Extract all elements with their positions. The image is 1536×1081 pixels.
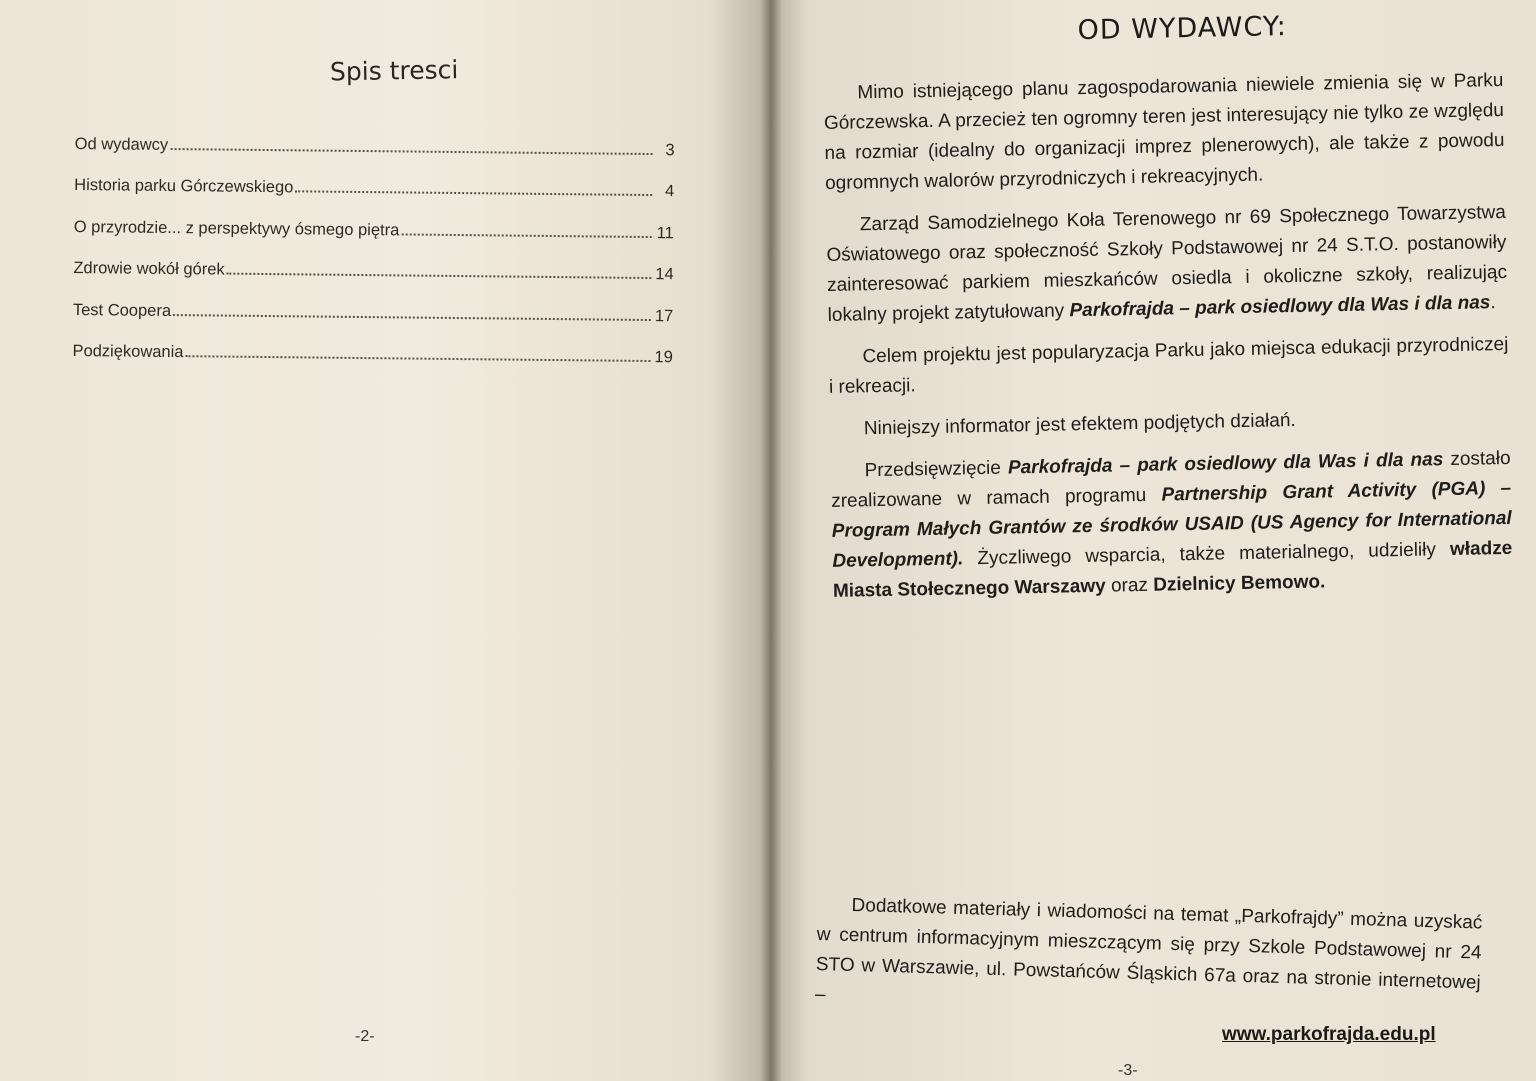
paragraph: Niniejszy informator jest efektem podjętych działań. [863, 409, 1296, 440]
toc-entry [75, 112, 675, 160]
paragraph-text: Życzliwego wsparcia, także materialnego, udzieliły [977, 539, 1437, 570]
toc-entry-label: Test Coopera [72, 300, 172, 320]
toc-entry-page: 3 [665, 140, 675, 159]
toc-entry [73, 236, 673, 284]
toc-entry-page: 11 [656, 223, 674, 242]
dot-leader [401, 233, 651, 238]
paragraph: Celem projektu jest popularyzacja Parku jako miejsca edukacji przyrodniczej i rekreacji. [828, 333, 1509, 398]
toc-entry [72, 319, 672, 367]
publisher-note [822, 7, 1513, 619]
toc-entry-label: Od wydawcy [74, 134, 169, 154]
district-name: Dzielnicy Bemowo. [1153, 571, 1326, 596]
toc-entry-label: Zdrowie wokół górek [73, 258, 225, 279]
toc-entry [73, 278, 673, 326]
paragraph-text: Zarząd Samodzielnego Koła Terenowego nr 69 Społecznego Towarzystwa Oświatowego oraz społeczność Szkoły Podstawowej nr 24 S.T.O. postanowiły zainteresować parkiem mieszkańców osiedla i okoliczne szkoły, realizując lokalny projekt zatytułowany [826, 201, 1508, 326]
page-number: -2- [355, 1028, 375, 1045]
project-name: Parkofrajda – park osiedlowy dla Was i dla nas [1007, 449, 1444, 479]
dot-leader [295, 190, 652, 196]
paragraph [826, 198, 1508, 331]
toc-entry-label: Podziękowania [72, 341, 184, 362]
footer-note: Dodatkowe materiały i wiadomości na temat „Parkofrajdy” można uzyskać w centrum informacyjnym mieszczącym się przy Szkole Podstawowej nr 24 STO w Warszawie, ul. Powstańców Śląskich 67a oraz na stronie internetowej – [814, 894, 1483, 1006]
dot-leader [227, 273, 652, 279]
toc-entry-label: Historia parku Górczewskiego [74, 175, 294, 197]
paragraph-text: oraz [1110, 574, 1149, 597]
paragraph-text: . [1490, 292, 1496, 314]
paragraph: Mimo istniejącego planu zagospodarowania niewiele zmienia się w Parku Górczewska. A przecież ten ogromny teren jest interesujący nie tylko ze względu na rozmiar (idealny do organizacji imprez plenerowych), ale także z powodu ogromnych walorów przyrodniczych i rekreacyjnych. [823, 69, 1505, 194]
paragraph [830, 444, 1513, 607]
toc-entry-page: 14 [655, 265, 674, 284]
toc-entry [74, 195, 674, 243]
dot-leader [185, 355, 650, 362]
toc-title: Spis tresci [329, 55, 459, 87]
toc-entry-page: 17 [654, 306, 674, 325]
toc-entry [74, 153, 674, 201]
website-link[interactable]: www.parkofrajda.edu.pl [1222, 1024, 1436, 1045]
table-of-contents [72, 112, 675, 367]
dot-leader [173, 314, 651, 321]
paragraph-text: Przedsięwzięcie [864, 457, 1002, 482]
toc-entry-page: 19 [654, 348, 673, 367]
book-gutter [760, 0, 782, 1081]
page-title: OD WYDAWCY: [1077, 11, 1288, 47]
paragraph-text: zostało zrealizowane w ramach programu [831, 447, 1511, 512]
project-name: Parkofrajda – park osiedlowy dla Was i dla nas [1069, 292, 1491, 322]
toc-entry-page: 4 [664, 182, 675, 201]
page-number: -3- [1118, 1062, 1138, 1079]
program-name: Partnership Grant Activity (PGA) – Program Małych Grantów ze środków USAID (US Agency for International Development). [831, 477, 1512, 572]
toc-entry-label: O przyrodzie... z perspektywy ósmego piętra [73, 217, 400, 239]
dot-leader [170, 147, 652, 154]
authority-name: władze Miasta Stołecznego Warszawy [832, 537, 1513, 602]
